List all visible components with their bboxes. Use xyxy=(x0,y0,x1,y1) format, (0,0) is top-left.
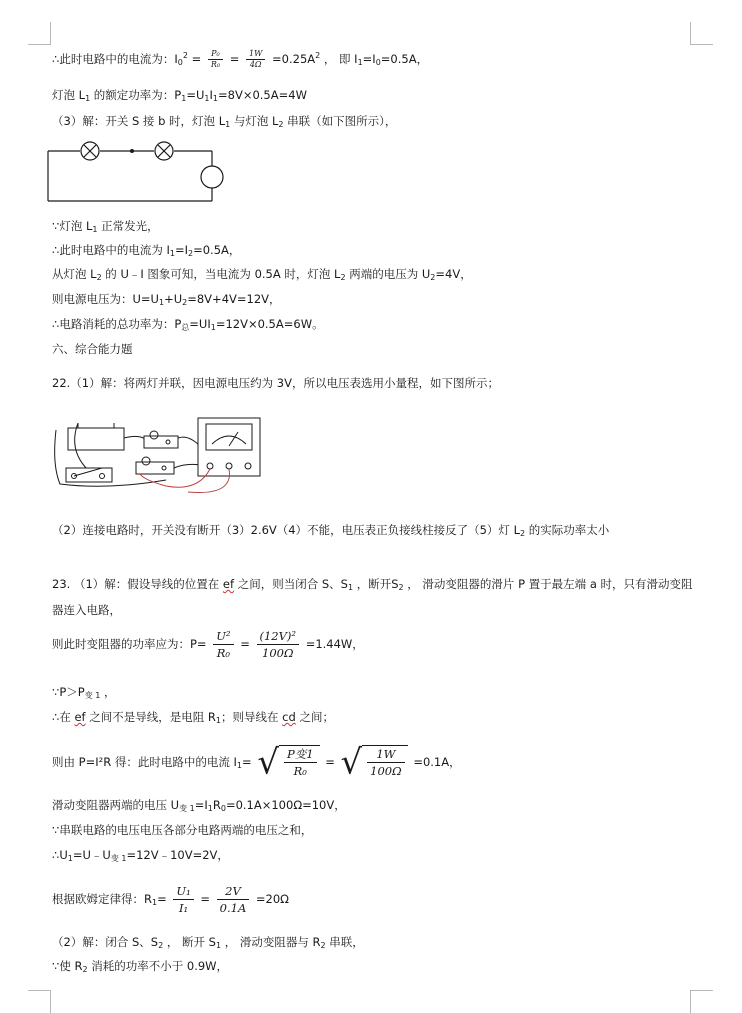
fraction-u1-i1: $\frac{\text{U₁}}{\text{I₁}}$ xyxy=(173,883,193,916)
text-line-q23-part2: （2）解：闭合 S、$S_2$ ， 断开 $S_1$ ， 滑动变阻器与 $R_2$ 串联， xyxy=(52,935,364,950)
text-line-q23-part1: 23. （1）解：假设导线的位置在 ef 之间，则当闭合 S、$S_1$ ，断开$S_2$ ， 滑动变阻器的滑片 P 置于最左端 a 时，只有滑动变阻器连入电路， xyxy=(52,577,693,617)
text-line-total-power: ∴电路消耗的总功率为：$P_总=UI_1=12V\times 0.5A=6W$。 xyxy=(52,317,324,332)
lamp-l1-icon xyxy=(155,142,173,160)
text-line-part3-series: （3）解：开关 S 接 b 时，灯泡 $L_1$ 与灯泡 $L_2$ 串联（如下图所示）， xyxy=(52,114,397,129)
lamp-holder-l2-icon xyxy=(136,457,174,474)
junction-dot xyxy=(130,149,134,153)
page-corner-mark-top-right xyxy=(690,22,713,45)
sqrt-p-over-r0: √ $\frac{\text{P变1}}{\text{R₀}}$ xyxy=(257,745,319,780)
text-line-ohms-law: 根据欧姆定律得：$R_1=$ $\frac{\text{U₁}}{\text{I₁}}$ = $\frac{2V}{0.1A}$ =20Ω xyxy=(52,884,289,915)
voltmeter-icon xyxy=(198,418,260,476)
text-line-rated-power: 灯泡 $L_1$ 的额定功率为：$P_1=U_1I_1=8V\times 0.5A=4W$ xyxy=(52,88,307,103)
battery-box-icon xyxy=(68,428,124,450)
fraction-p0-r0: $\frac{\text{P₀}}{\text{R₀}}$ xyxy=(208,49,223,70)
text-line-p-compare: $\because P>P_{变 1}$ ， xyxy=(52,685,116,700)
text-line-rheostat-power: 则此时变阻器的功率应为：P= $\frac{\text{U²}}{\text{R₀}}$ = $\frac{\text{(12V)²}}{100\Omega}$ =1.44W， xyxy=(52,629,364,660)
text-line-current-i0: ∴此时电路中的电流为：$I_0^2$ = $\frac{\text{P₀}}{\text{R₀}}$ = $\frac{1W}{4\Omega}$ $=0.25A^2$ ， 即 $I_1=I_0=0.5A$， xyxy=(52,49,429,69)
text-line-series-law: ∵串联电路的电压电压各部分电路两端的电压之和， xyxy=(52,823,313,837)
sqrt-1w-over-100ohm: √ $\frac{1W}{100\Omega}$ xyxy=(341,745,408,780)
text-line-current-formula: 则由 P=I²R 得：此时电路中的电流 $I_1=$ √ $\frac{\text{P变1}}{\text{R₀}}$ = √ $\frac{1W}{100\Omega}$ =0.1A， xyxy=(52,742,461,783)
text-line-q22-parts2-5: （2）连接电路时，开关没有断开（3）2.6V（4）不能，电压表正负接线柱接反了（5）灯 $L_2$ 的实际功率太小 xyxy=(52,523,610,538)
fraction-2v-01a: $\frac{2V}{0.1A}$ xyxy=(217,883,250,916)
section-heading-comprehensive: 六、综合能力题 xyxy=(52,342,133,356)
lamp-holder-l1-icon xyxy=(144,431,178,448)
series-circuit-diagram xyxy=(44,136,244,208)
page-corner-mark-top-left xyxy=(28,22,51,45)
text-line-source-voltage: 则电源电压为：$U=U_1+U_2=8V+4V=12V$， xyxy=(52,292,281,307)
lamp-l2-icon xyxy=(81,142,99,160)
text-line-rheostat-voltage: 滑动变阻器两端的电压 $U_{变 1}=I_1R_0=0.1A\times 100\Omega=10V$， xyxy=(52,798,346,813)
fraction-12v2-100ohm: $\frac{\text{(12V)²}}{100\Omega}$ xyxy=(257,628,300,661)
page-corner-mark-bottom-left xyxy=(28,990,51,1013)
text-line-r2-power: ∵使 $R_2$ 消耗的功率不小于 0.9W， xyxy=(52,959,229,974)
text-line-current-05: ∴此时电路中的电流为 $I_1=I_2=0.5A$， xyxy=(52,243,241,258)
page-corner-mark-bottom-right xyxy=(690,990,713,1013)
switch-icon xyxy=(66,468,112,482)
text-line-ui-graph: 从灯泡 $L_2$ 的 U﹣I 图象可知，当电流为 0.5A 时，灯泡 $L_2$ 两端的电压为 $U_2=4V$， xyxy=(52,267,472,282)
text-line-ef-resistor: ∴在 ef 之间不是导线，是电阻 $R_1$；则导线在 cd 之间； xyxy=(52,710,334,725)
text-line-q22-part1: 22.（1）解：将两灯并联，因电源电压约为 3V，所以电压表选用小量程，如下图所示； xyxy=(52,376,499,390)
parallel-lamps-wiring-diagram xyxy=(48,410,268,500)
fraction-1w-4ohm: $\frac{1W}{4\Omega}$ xyxy=(246,49,265,70)
ammeter-icon xyxy=(201,166,223,188)
fraction-u2-r0: $\frac{\text{U²}}{\text{R₀}}$ xyxy=(213,628,233,661)
text-line-u1-value: $\therefore U_1=U﹣U_{变 1}=12V﹣10V=2V$， xyxy=(52,848,229,863)
text-line-l1-normal: ∵灯泡 $L_1$ 正常发光， xyxy=(52,219,159,234)
